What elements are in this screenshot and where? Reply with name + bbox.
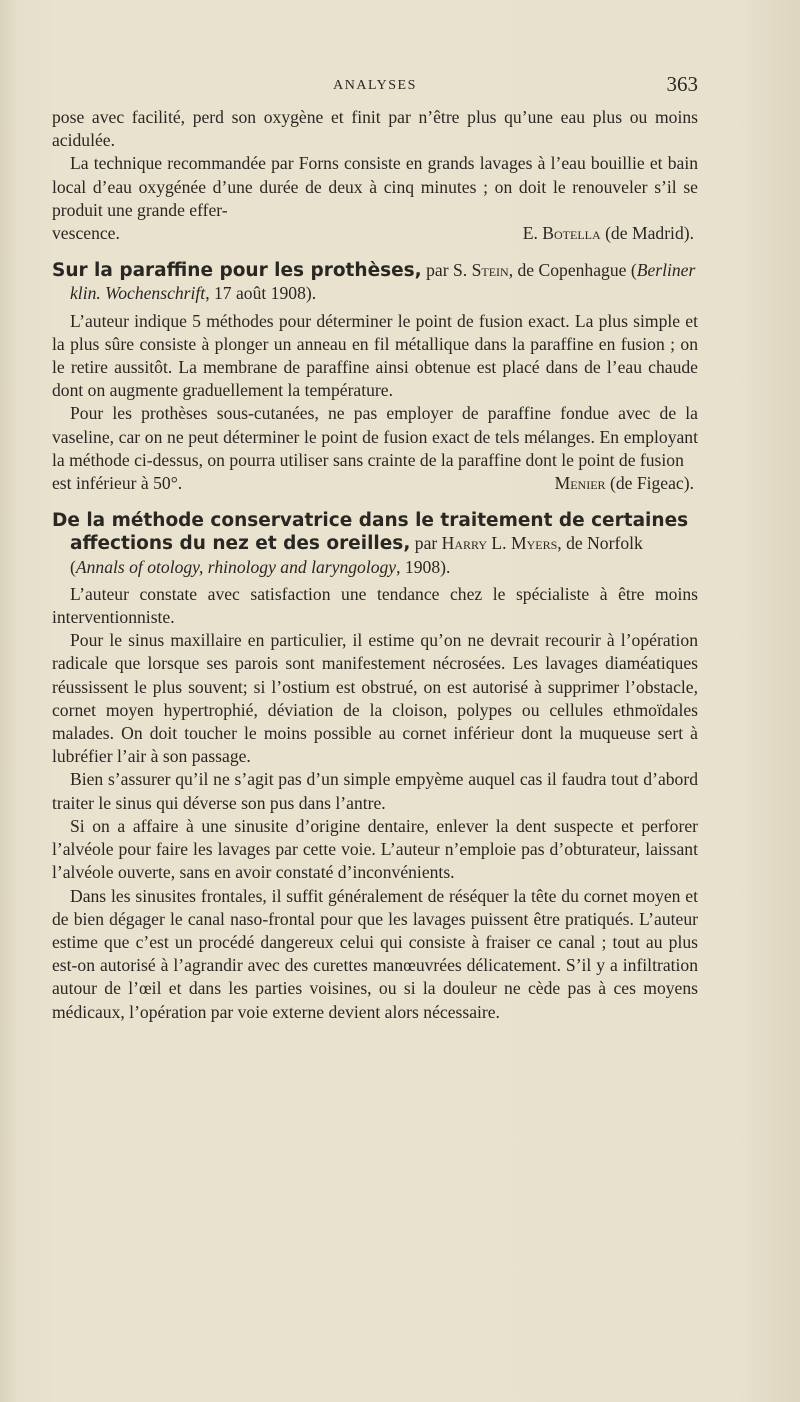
article2-signature-name: Menier xyxy=(554,473,606,494)
article2-signature-line xyxy=(52,472,698,495)
page-header xyxy=(52,72,698,106)
article2-author: Stein xyxy=(471,260,509,281)
article3-paragraph-5: Dans les sinusites frontales, il suffit généralement de réséquer la tête du cornet moyen et de bien dégager le canal naso-frontal pour que les lavages puissent être pratiqués. L’auteur estime que c’est un procédé dangereux celui qui consiste à fraiser ce canal ; tout au plus est-on autorisé à l’agrandir avec des curettes manœuvrées délicatement. S’il y a infiltration autour de l’œil et dans les parties voisines, ou si la douleur ne cède pas à ces moyens médicaux, l’opération par voie externe devient alors nécessaire. xyxy=(52,885,698,1022)
article2-byline-mid: , de Copenhague ( xyxy=(508,260,637,281)
page-content xyxy=(52,72,698,1024)
article1-paragraph-2 xyxy=(52,152,698,222)
article2-signature-place: (de Figeac). xyxy=(609,473,694,494)
article1-paragraph-2-end: vescence. xyxy=(52,223,120,244)
article2-paragraph-2-end: est inférieur à 50°. xyxy=(52,473,183,494)
article1-signature-name: E. Botella xyxy=(522,223,601,244)
running-title: ANALYSES xyxy=(333,78,417,93)
article3-journal: Annals of otology, rhinology and laryngology xyxy=(75,556,397,577)
article2-byline-post: , 17 août 1908). xyxy=(205,283,317,304)
article3-paragraph-4: Si on a affaire à une sinusite d’origine dentaire, enlever la dent suspecte et perforer l’alvéole pour faire les lavages par cette voie. L’auteur n’emploie pas d’obturateur, laissant l’alvéole ouverte, sans en avoir constaté d’inconvénients. xyxy=(52,815,698,883)
article3-heading xyxy=(52,509,698,579)
article2-journal: Berliner klin. Wochenschrift xyxy=(70,260,696,304)
article1-paragraph-2-text: La technique recommandée par Forns consiste en grands lavages à l’eau bouillie et bain local d’eau oxygénée d’une durée de deux à cinq minutes ; on doit le renouveler s’il se produit une grande effer- xyxy=(52,153,698,220)
page-number: 363 xyxy=(666,72,698,96)
article3-paragraph-2: Pour le sinus maxillaire en particulier, il estime qu’on ne devrait recourir à l’opération radicale que lorsque ses parois sont manifestement nécrosées. Les lavages diaméatiques réussissent le plus souvent; si l’ostium est obstrué, on est autorisé à supprimer l’obstacle, cornet moyen hypertrophié, déviation de la cloison, polypes ou cellules ethmoïdales malades. On doit toucher le moins possible au cornet inférieur dont la muqueuse sert à lubréfier l’air à son passage. xyxy=(52,630,698,767)
article3-paragraph-3: Bien s’assurer qu’il ne s’agit pas d’un simple empyème auquel cas il faudra tout d’abord traiter le sinus qui déverse son pus dans l’antre. xyxy=(52,769,698,813)
article1-signature-place: (de Madrid). xyxy=(605,223,694,244)
article2-signature xyxy=(555,472,698,495)
article3-byline-post: , 1908). xyxy=(396,556,451,577)
article2-byline-pre: par S. xyxy=(426,260,468,281)
article3-byline-mid: , de Norfolk ( xyxy=(70,533,643,577)
article1-paragraph-1: pose avec facilité, perd son oxygène et finit par n’être plus qu’une eau plus ou moins acidulée. xyxy=(52,107,698,151)
article1-signature-line xyxy=(52,222,698,245)
article3-title: De la méthode conservatrice dans le traitement de certaines affections du nez et des oreilles, xyxy=(52,510,689,555)
article2-heading xyxy=(52,259,698,305)
article2-paragraph-1: L’auteur indique 5 méthodes pour déterminer le point de fusion exact. La plus simple et la plus sûre consiste à plonger un anneau en fil métallique dans la paraffine en fusion ; on le retire aussitôt. La membrane de paraffine ainsi obtenue est placé dans de l’eau chaude dont on augmente graduellement la température. xyxy=(52,310,698,401)
article3-paragraph-1: L’auteur constate avec satisfaction une tendance chez le spécialiste à être moins interventionniste. xyxy=(52,583,698,628)
article3-byline-pre: par xyxy=(414,533,438,554)
article2-paragraph-2: Pour les prothèses sous-cutanées, ne pas employer de paraffine fondue avec de la vaseline, car on ne peut déterminer le point de fusion exact de tels mélanges. En employant la méthode ci-dessus, on pourra utiliser sans crainte de la paraffine dont le point de fusion xyxy=(52,403,698,470)
article1-signature xyxy=(523,222,698,245)
article3-author: Harry L. Myers xyxy=(441,533,558,554)
article2-title: Sur la paraffine pour les prothèses, xyxy=(52,260,422,282)
